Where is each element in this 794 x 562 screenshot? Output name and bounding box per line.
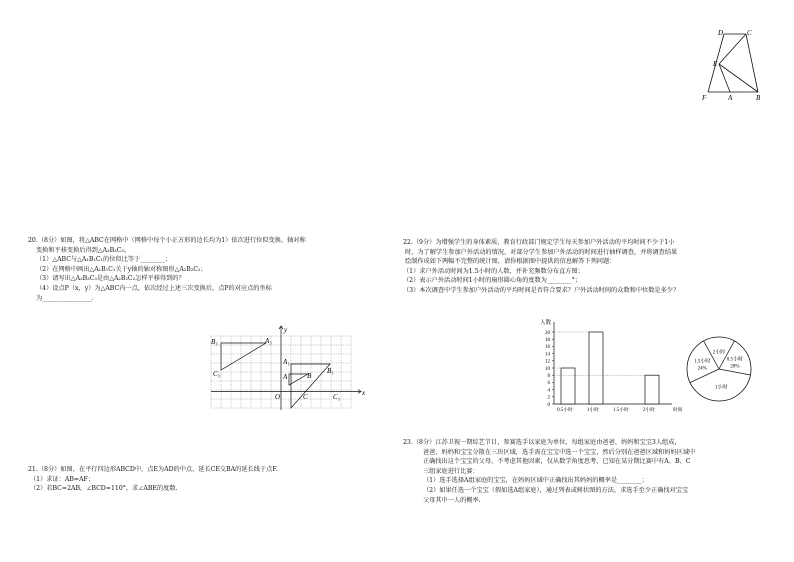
histogram-x-unit: 时间	[673, 408, 683, 413]
q20-line-4: （2）在网格中画出△A₁B₁C₁关于y轴的轴对称图形△A₂B₂C₂；	[36, 265, 207, 273]
q23-line-5: （1）选手选择A组家庭的宝宝，在妈妈区域中正确找出其妈妈的概率是________；	[423, 477, 648, 485]
histogram-x-tick-label: 0.5小时	[557, 408, 573, 413]
q23-line-3: 正确找出这个宝宝的父母，不考虑其他因素，仅从数学角度思考，已知在某分期比赛中有A、B、C	[423, 458, 691, 466]
histogram-y-tick-label: 10	[545, 366, 550, 372]
q21-line-1: 21.（8分）如图，在平行四边形ABCD中，点E为AD的中点，延长CE交BA的延长线于点F.	[28, 466, 278, 473]
question-22	[403, 238, 679, 296]
grid-label-x: x	[362, 389, 366, 397]
label-F: F	[702, 94, 707, 102]
question-21	[28, 465, 278, 494]
q22-line-2: 时，为了解学生参加户外活动的情况，对部分学生参加户外活动的时间进行抽样调查，并将调查结果	[405, 248, 678, 256]
grid-label-B3: B₃	[211, 338, 218, 346]
histogram-bar	[645, 375, 659, 404]
histogram-y-tick-label: 20	[545, 330, 550, 336]
histogram-y-tick-label: 16	[545, 345, 550, 351]
label-D: D	[718, 29, 724, 37]
label-A: A	[728, 94, 733, 102]
pie-slice-label: 0.5小时	[726, 357, 744, 363]
histogram-x-tick-label: 2小时	[643, 408, 655, 413]
question-20	[28, 236, 306, 303]
q20-line-2: 变换和平移变换后得到△A₃B₃C₃。	[36, 246, 131, 254]
question-23	[403, 438, 695, 505]
label-C: C	[747, 29, 752, 37]
q22-line-1: 22.（9分）为增强学生的身体素质，教育行政部门规定学生每天参加户外活动的平均时间不少于1小	[403, 239, 675, 246]
q23-line-2: 爸爸、妈妈和宝宝分散在三块区域，选手需在宝宝中选一个宝宝，然后分别在爸爸区域和妈妈区域中	[423, 448, 696, 456]
grid-label-B: B	[307, 372, 312, 380]
q20-line-7: 为________________.	[36, 294, 94, 302]
histogram-y-tick-label: 4	[547, 388, 550, 394]
grid-label-B1: B₁	[327, 367, 334, 375]
grid-label-C3: C₃	[213, 370, 221, 378]
q21-line-2: （1）求证：AB=AF；	[30, 475, 95, 483]
q23-line-1: 23.（8分）江苏卫视一期综艺节目，参赛选手以家庭为单位，每组家庭由爸爸、妈妈和宝宝3人组成，	[403, 439, 681, 446]
histogram-y-tick-label: 18	[545, 338, 550, 343]
pie-slice-percent: 20%	[730, 364, 740, 370]
histogram-y-tick-label: 12	[545, 359, 550, 365]
q20-line-6: （4）设点P（x，y）为△ABC内一点，依次经过上述三次变换后，点P的对应点的坐标	[36, 284, 272, 292]
label-E: E	[713, 60, 718, 68]
q20-line-1: 20.（8分）如图，将△ABC在网格中（网格中每个小正方形的边长均为1）依次进行位似变换、轴对称	[28, 237, 306, 244]
histogram-bar	[589, 332, 603, 404]
grid-label-C: C	[303, 393, 308, 401]
frequency-histogram	[532, 318, 684, 418]
coordinate-grid-figure	[205, 320, 370, 415]
histogram-y-tick-label: 8	[547, 374, 550, 379]
q22-line-6: （3）本次调查中学生参加户外活动的平均时间是否符合要求？户外活动时间的众数和中位数是多少？	[403, 286, 680, 294]
histogram-y-tick-label: 14	[545, 352, 550, 358]
grid-label-y: y	[284, 326, 288, 334]
histogram-y-tick-label: 6	[547, 381, 550, 387]
q23-line-6: （2）如果任选一个宝宝（假如选A组家庭），通过列表或树状图的方法，求选手至少正确找对宝宝	[423, 486, 689, 494]
histogram-x-tick-label: 1小时	[587, 408, 599, 413]
pie-slice-percent: 24%	[697, 366, 707, 372]
label-B: B	[756, 94, 761, 102]
pie-slice-label: 2小时	[712, 350, 726, 356]
q20-line-3: （1）△ABC与△A₁B₁C₁的位似比等于________；	[36, 256, 172, 264]
q23-line-7: 父母其中一人的概率.	[423, 496, 481, 504]
histogram-x-tick-label: 1.5小时	[613, 408, 629, 413]
pie-chart	[684, 334, 754, 404]
grid-label-O: O	[275, 393, 281, 401]
parallelogram-figure	[694, 26, 770, 104]
grid-label-C1: C₁	[333, 393, 341, 401]
histogram-y-tick-label: 2	[547, 395, 550, 401]
histogram-y-label: 人数	[540, 320, 552, 326]
q22-line-5: （2）表示户外活动时间1小时的扇形圆心角的度数为________°；	[403, 277, 582, 285]
histogram-y-tick-label: 0	[547, 402, 550, 408]
grid-label-A: A	[283, 373, 288, 381]
q23-line-4: 三组家庭进行比赛：	[423, 467, 479, 475]
histogram-bar	[561, 368, 575, 404]
q21-line-3: （2）若BC=2AB，∠BCD=110°，求∠ABE的度数.	[30, 485, 178, 493]
pie-slice-label: 1小时	[714, 385, 728, 391]
pie-slice-label: 1.5小时	[694, 359, 711, 365]
grid-label-A3: A₃	[265, 337, 272, 345]
q22-line-3: 绘制作成如下两幅不完整的统计图，请你根据图中提供的信息解答下列问题：	[405, 258, 616, 266]
q22-line-4: （1）求户外活动时间为1.5小时的人数，并补充频数分布直方图；	[403, 267, 584, 275]
q20-line-5: （3）请写出△A₃B₃C₃是由△A₂B₂C₂怎样平移得到的？	[36, 275, 185, 283]
grid-label-A1: A₁	[283, 358, 290, 366]
